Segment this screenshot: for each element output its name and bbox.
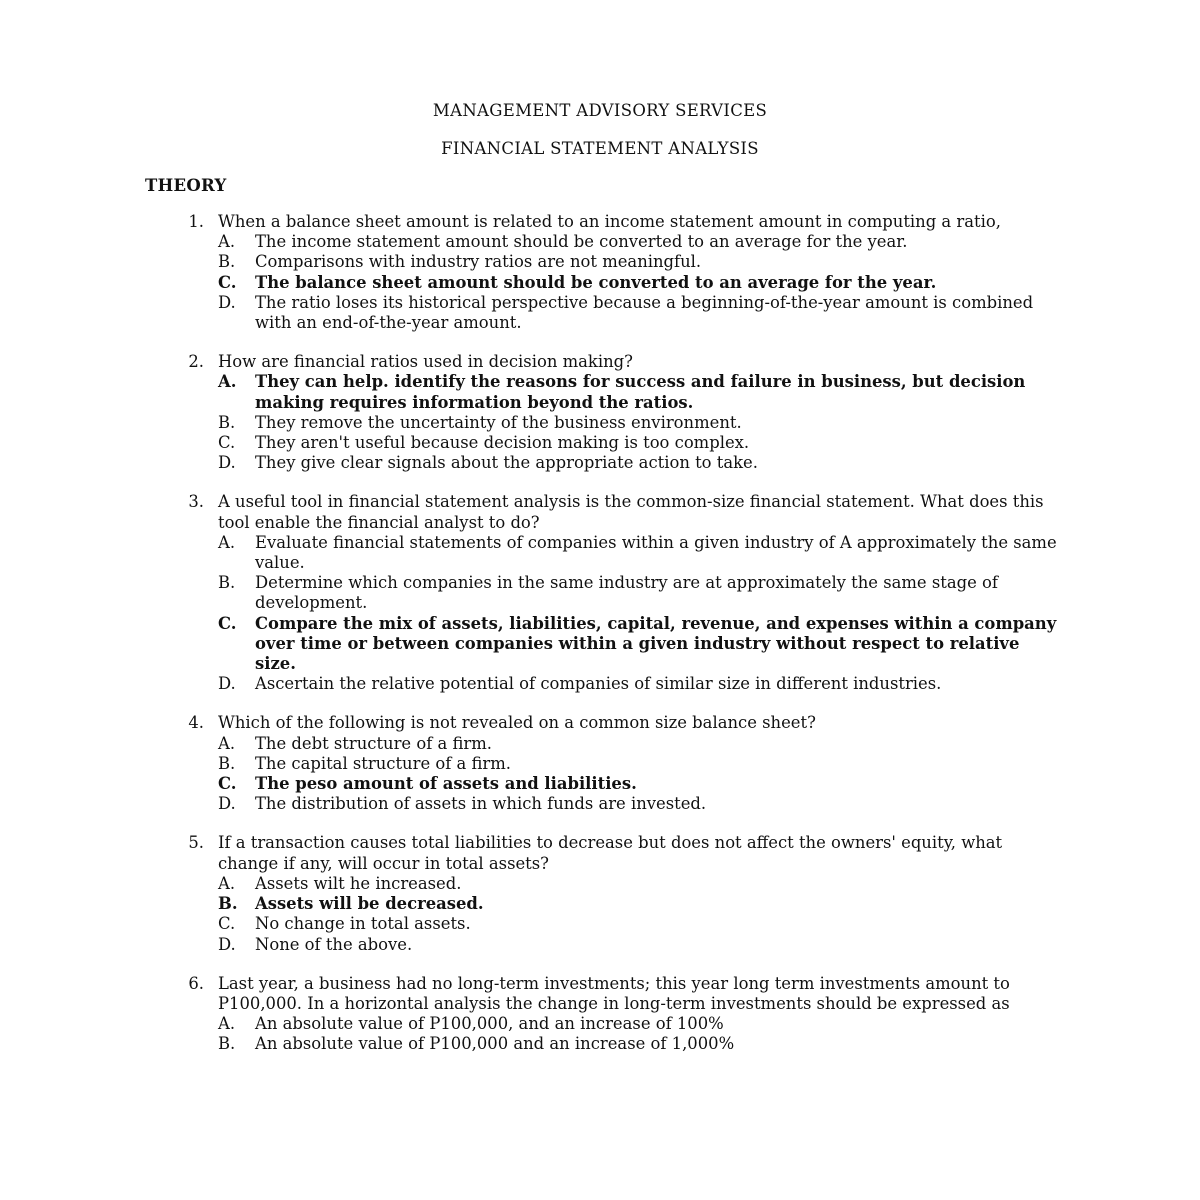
option-a (218, 874, 1060, 894)
document-title: MANAGEMENT ADVISORY SERVICES (432, 101, 768, 120)
option-text: They remove the uncertainty of the business environment. (255, 412, 742, 432)
option-text: Ascertain the relative potential of companies of similar size in different industries. (255, 674, 942, 694)
option-b (218, 413, 1060, 433)
question-number: 1. (188, 212, 204, 231)
question-number: 2. (188, 352, 204, 372)
option-c-answer (218, 273, 1060, 293)
option-a (218, 232, 1060, 252)
option-text: They aren't useful because decision making is too complex. (255, 433, 750, 453)
option-b (218, 1034, 1060, 1054)
question-text: Which of the following is not revealed on a common size balance sheet? (218, 713, 816, 733)
option-letter: A. (218, 1014, 236, 1034)
document-subtitle: FINANCIAL STATEMENT ANALYSIS (441, 139, 759, 158)
option-letter: B. (218, 894, 238, 914)
question-4 (180, 713, 1060, 814)
question-number: 4. (188, 713, 204, 733)
option-letter: B. (218, 573, 236, 593)
option-letter: D. (218, 674, 236, 694)
option-letter: B. (218, 753, 236, 773)
option-letter: C. (218, 774, 237, 794)
question-number: 3. (188, 492, 204, 512)
option-text: They give clear signals about the appropriate action to take. (255, 453, 758, 473)
option-text: Evaluate financial statements of companies within a given industry of A approximately the same value. (255, 532, 1057, 573)
option-c (218, 914, 1060, 934)
option-text: Assets wilt he increased. (255, 873, 462, 893)
option-b-answer (218, 894, 1060, 914)
question-number: 5. (188, 833, 204, 853)
option-letter: C. (218, 914, 236, 934)
option-letter: C. (218, 272, 237, 292)
section-heading: THEORY (145, 176, 227, 195)
option-letter: D. (218, 292, 236, 312)
option-letter: A. (218, 532, 236, 552)
option-text: None of the above. (255, 934, 413, 954)
option-a (218, 1014, 1060, 1034)
option-text: An absolute value of P100,000, and an increase of 100% (255, 1014, 724, 1034)
option-text: Comparisons with industry ratios are not meaningful. (255, 252, 702, 272)
option-text: An absolute value of P100,000 and an increase of 1,000% (255, 1034, 735, 1054)
option-letter: B. (218, 412, 236, 432)
option-text: They can help. identify the reasons for success and failure in business, but decision making requires information beyond the ratios. (255, 372, 1026, 412)
option-text: The debt structure of a firm. (255, 733, 492, 753)
option-letter: A. (218, 873, 236, 893)
option-d (218, 794, 1060, 814)
option-text: The income statement amount should be converted to an average for the year. (255, 232, 908, 252)
option-c-answer (218, 614, 1060, 675)
option-letter: A. (218, 232, 236, 252)
option-text: The capital structure of a firm. (255, 753, 511, 773)
question-text: A useful tool in financial statement analysis is the common-size financial statement. What does this tool enable the financial analyst to do? (218, 492, 1044, 532)
option-text: No change in total assets. (255, 914, 471, 934)
option-c-answer (218, 774, 1060, 794)
question-1 (180, 212, 1060, 333)
option-letter: D. (218, 794, 236, 814)
option-b (218, 252, 1060, 272)
question-5 (180, 833, 1060, 954)
option-letter: A. (218, 372, 237, 392)
question-6 (180, 974, 1060, 1055)
option-a-answer (218, 372, 1060, 412)
option-b (218, 573, 1060, 613)
option-text: Determine which companies in the same industry are at approximately the same stage of development. (255, 573, 998, 613)
option-text: The distribution of assets in which funds are invested. (255, 794, 707, 814)
option-letter: B. (218, 1034, 236, 1054)
question-text: Last year, a business had no long-term investments; this year long term investments amount to P100,000. In a horizontal analysis the change in long-term investments should be expressed as (218, 973, 1010, 1013)
option-a (218, 734, 1060, 754)
option-letter: C. (218, 613, 237, 633)
question-number: 6. (188, 973, 204, 993)
option-letter: A. (218, 733, 236, 753)
option-letter: D. (218, 453, 236, 473)
option-d (218, 935, 1060, 955)
option-d (218, 453, 1060, 473)
option-a (218, 533, 1060, 573)
option-text: The peso amount of assets and liabilities. (255, 774, 637, 794)
question-2 (180, 352, 1060, 473)
question-list (180, 212, 1060, 1074)
option-text: Compare the mix of assets, liabilities, capital, revenue, and expenses within a company over time or between companies within a given industry without respect to relative size. (255, 613, 1057, 674)
option-c (218, 433, 1060, 453)
option-text: Assets will be decreased. (255, 894, 484, 914)
question-text: When a balance sheet amount is related to an income statement amount in computing a ratio, (218, 212, 1001, 231)
option-letter: C. (218, 433, 236, 453)
option-d (218, 674, 1060, 694)
option-text: The balance sheet amount should be converted to an average for the year. (255, 272, 937, 292)
option-text: The ratio loses its historical perspective because a beginning-of-the-year amount is combined with an end-of-the-year amount. (255, 292, 1034, 333)
option-letter: B. (218, 252, 236, 272)
question-text: If a transaction causes total liabilities to decrease but does not affect the owners' equity, what change if any, will occur in total assets? (218, 833, 1003, 873)
option-letter: D. (218, 934, 236, 954)
question-3 (180, 492, 1060, 694)
option-d (218, 293, 1060, 333)
question-text: How are financial ratios used in decision making? (218, 352, 633, 372)
option-b (218, 754, 1060, 774)
